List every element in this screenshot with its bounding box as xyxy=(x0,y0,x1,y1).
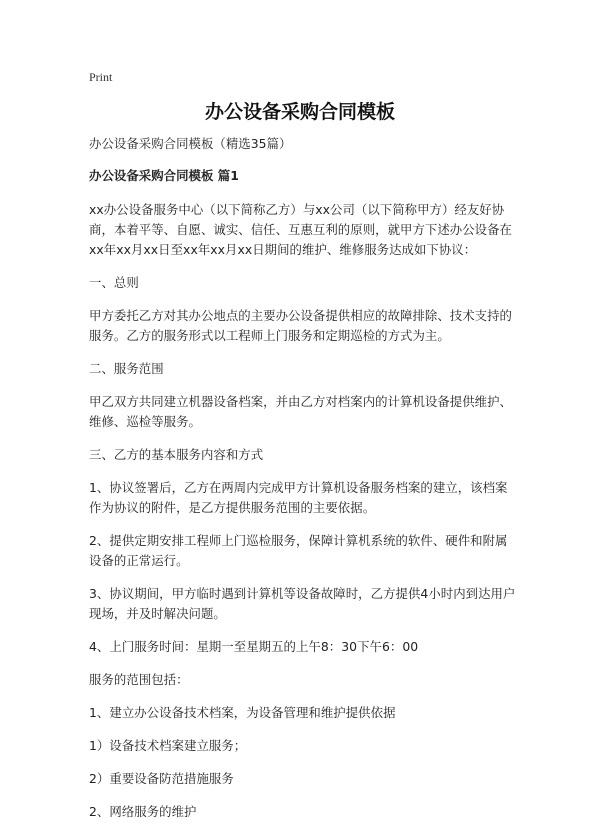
paragraph-item-4: 4、上门服务时间：星期一至星期五的上午8：30下午6：00 xyxy=(89,639,419,654)
heading-basic-services: 三、乙方的基本服务内容和方式 xyxy=(89,447,264,462)
print-link[interactable]: Print xyxy=(89,70,113,84)
heading-general: 一、总则 xyxy=(89,275,139,290)
paragraph-scope-intro: 服务的范围包括： xyxy=(89,672,189,687)
paragraph-intro: xx办公设备服务中心（以下简称乙方）与xx公司（以下简称甲方）经友好协商，本着平等、自愿、诚实、信任、互惠互利的原则，就甲方下述办公设备在xx年xx月xx日至xx年xx月xx日期间的维护、维修服务达成如下协议： xyxy=(89,202,512,257)
paragraph-subitem-1: 1）设备技术档案建立服务； xyxy=(89,738,247,753)
section-heading: 办公设备采购合同模板 篇1 xyxy=(89,168,239,183)
paragraph-scope-item-1: 1、建立办公设备技术档案，为设备管理和维护提供依据 xyxy=(89,705,396,720)
paragraph-item-2: 2、提供定期安排工程师上门巡检服务，保障计算机系统的软件、硬件和附属设备的正常运行。 xyxy=(89,533,508,568)
heading-service-scope: 二、服务范围 xyxy=(89,361,164,376)
paragraph-item-1: 1、协议签署后，乙方在两周内完成甲方计算机设备服务档案的建立，该档案作为协议的附件，是乙方提供服务范围的主要依据。 xyxy=(89,480,508,515)
paragraph-general: 甲方委托乙方对其办公地点的主要办公设备提供相应的故障排除、技术支持的服务。乙方的服务形式以工程师上门服务和定期巡检的方式为主。 xyxy=(89,308,512,343)
document-subtitle: 办公设备采购合同模板（精选35篇） xyxy=(89,136,292,151)
document-title: 办公设备采购合同模板 xyxy=(204,101,395,123)
paragraph-item-3: 3、协议期间，甲方临时遇到计算机等设备故障时，乙方提供4小时内到达用户现场，并及时解决问题。 xyxy=(89,586,516,621)
paragraph-scope-item-2: 2、网络服务的维护 xyxy=(89,804,197,819)
document-body xyxy=(89,134,519,835)
paragraph-service-scope: 甲乙双方共同建立机器设备档案，并由乙方对档案内的计算机设备提供维护、维修、巡检等服务。 xyxy=(89,394,512,429)
paragraph-subitem-2: 2）重要设备防范措施服务 xyxy=(89,771,234,786)
